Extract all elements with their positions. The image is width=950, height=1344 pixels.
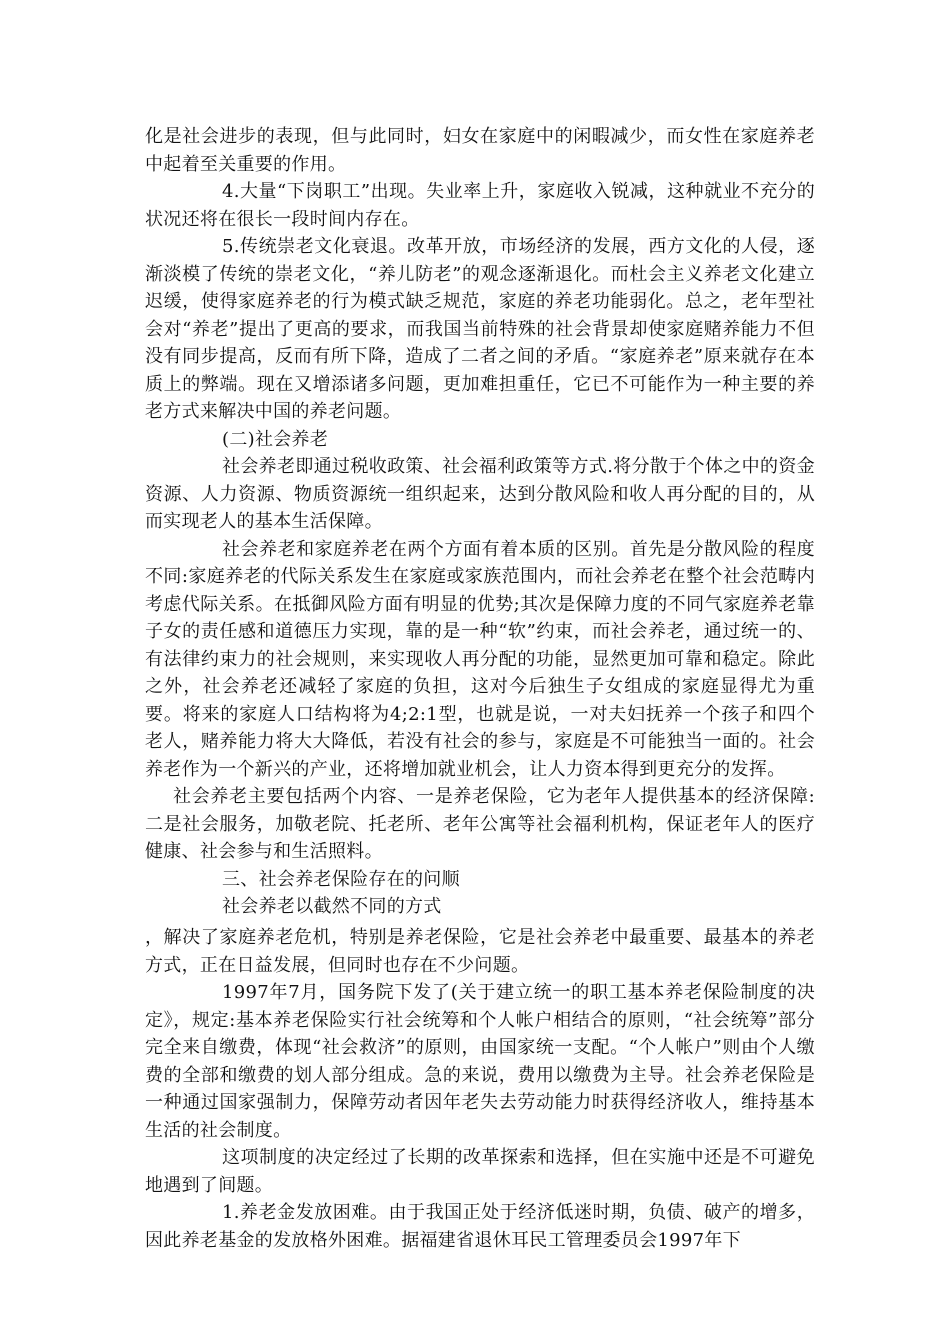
paragraph: 4.大量“下岗职工”出现。失业率上升，家庭收入锐减，这种就业不充分的状况还将在很长一段时间内存在。 bbox=[145, 181, 815, 230]
paragraph: 社会养老即通过税收政策、社会福利政策等方式.将分散于个体之中的资金资源、人力资源、物质资源统一组织起来，达到分散风险和收人再分配的目的，从而实现老人的基本生活保障。 bbox=[145, 456, 815, 532]
section-heading: (二)社会养老 bbox=[222, 428, 329, 450]
text-block-bottom bbox=[145, 924, 815, 1254]
paragraph: 社会养老和家庭养老在两个方面有着本质的区别。首先是分散风险的程度不同:家庭养老的代际关系发生在家庭或家族范围内，而社会养老在整个社会范畴内考虑代际关系。在抵御风险方面有明显的优势;其次是保障力度的不同气家庭养老靠子女的责任感和道德压力实现，靠的是一种“软”约束，而社会养老，通过统一的、有法律约束力的社会规则，来实现收人再分配的功能，显然更加可靠和稳定。除此之外，社会养老还减轻了家庭的负担，这对今后独生子女组成的家庭显得尤为重要。将来的家庭人口结构将为4;2:1型，也就是说，一对夫妇抚养一个孩子和四个老人，赌养能力将大大降低，若没有社会的参与，家庭是不可能独当一面的。社会养老作为一个新兴的产业，还将增加就业机会，让人力资本得到更充分的发挥。 bbox=[145, 538, 815, 780]
paragraph: ，解决了家庭养老危机，特别是养老保险，它是社会养老中最重要、最基本的养老方式，正在日益发展，但同时也存在不少问题。 bbox=[145, 927, 815, 976]
paragraph: 5.传统崇老文化衰退。改革开放，市场经济的发展，西方文化的人侵，逐渐淡模了传统的崇老文化，“养儿防老”的观念逐渐退化。而杜会主义养老文化建立迟缓，使得家庭养老的行为模式缺乏规范，家庭的养老功能弱化。总之，老年型社会对“养老”提出了更高的要求，而我国当前特殊的社会背景却使家庭赌养能力不但没有同步提高，反而有所下降，造成了二者之间的矛盾。“家庭养老”原来就存在本质上的弊端。现在又增添诸多问题，更加难担重任，它已不可能作为一种主要的养老方式来解决中国的养老问题。 bbox=[145, 236, 815, 422]
paragraph: 化是社会进步的表现，但与此同时，妇女在家庭中的闲暇减少，而女性在家庭养老中起着至关重要的作用。 bbox=[145, 126, 815, 175]
paragraph: 社会养老以截然不同的方式 bbox=[222, 896, 442, 917]
paragraph: 这项制度的决定经过了长期的改革探索和选择，但在实施中还是不可避免地遇到了间题。 bbox=[145, 1147, 815, 1196]
paragraph: 1.养老金发放困难。由于我国正处于经济低迷时期，负债、破产的增多，因此养老基金的发放格外困难。据福建省退休耳民工管理委员会1997年下 bbox=[145, 1202, 815, 1251]
text-block-top bbox=[145, 123, 815, 921]
paragraph: 社会养老主要包括两个内容、一是养老保险，它为老年人提供基本的经济保障:二是社会服务，加敬老院、托老所、老年公寓等社会福利机构，保证老年人的医疗健康、社会参与和生活照料。 bbox=[145, 786, 815, 862]
section-heading: 三、社会养老保险存在的问顺 bbox=[222, 868, 460, 890]
paragraph: 1997年7月，国务院下发了(关于建立统一的职工基本养老保险制度的决定》，规定:基本养老保险实行社会统筹和个人帐户相结合的原则，“社会统筹”部分完全来自缴费，体现“社会救济”的原则，由国家统一支配。“个人帐户”则由个人缴费的全部和缴费的划人部分组成。急的来说，费用以缴费为主导。社会养老保险是一种通过国家强制力，保障劳动者因年老失去劳动能力时获得经济收人，维持基本生活的社会制度。 bbox=[145, 982, 815, 1141]
